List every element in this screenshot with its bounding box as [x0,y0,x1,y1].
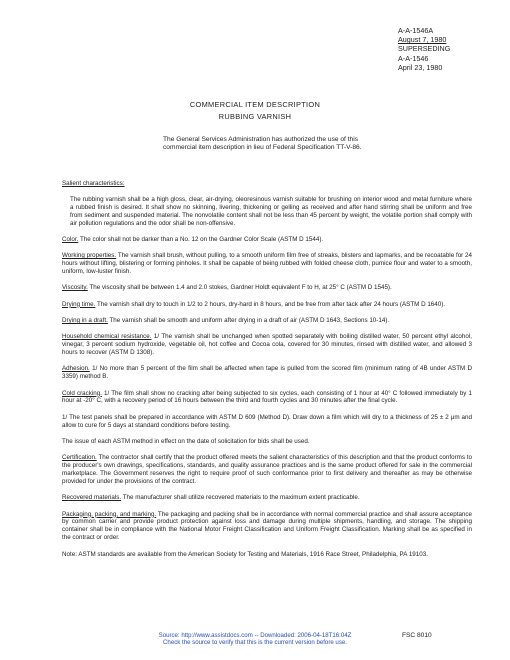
adhesion-label: Adhesion. [62,365,90,373]
color-text: The color shall not be darker than a No. 12 on the Gardner Color Scale (ASTM D 1544). [79,235,324,243]
recovered-label: Recovered materials. [62,494,122,502]
superseded-number: A-A-1546 [398,53,429,63]
viscosity-text: The viscosity shall be between 1.4 and 2.0 stokes, Gardner Holdt equivalent F to H, at 25° C (ASTM D 1545). [89,284,392,292]
packaging-section [62,511,472,543]
draft-section [62,317,472,325]
household-label: Household chemical resistance. [62,333,152,341]
cold-label: Cold cracking. [62,389,102,397]
color-section [62,236,472,244]
superseding-label: SUPERSEDING [398,44,451,54]
adhesion-text: 1/ No more than 5 percent of the film shall be affected when tape is pulled from the scored film (minimum rating of 4B under ASTM D 3359) method B. [62,365,472,381]
drying-label: Drying time. [62,300,96,308]
household-text: 1/ The varnish shall be unchanged when spotted separately with boiling distilled water, 50 percent ethyl alcohol, vinegar, 3 percent sodium hydroxide, vegetable oil, hot coffee and Cocoa cola, covered for 30 minutes, rinsed with distilled water, and allowed 3 hours to recover (ASTM D 1308). [62,333,472,357]
packaging-text: The packaging and packing shall be in accordance with normal commercial practice and shall assure acceptance by common carrier and provide product protection against loss and damage during multiple shipments, handling, and storage. The shipping container shall be in compliance with the National Motor Freight Classification and Uniform Freight Classification. Marking shall be as specified in the contract or order. [62,510,473,542]
viscosity-section [62,284,472,292]
certification-label: Certification. [62,454,97,462]
salient-heading: Salient characteristics: [62,180,125,187]
drying-section [62,301,472,309]
cold-text: 1/ The film shall show no cracking after being subjected to six cycles, each consisting of 1 hour at 40° C followed immediately by 1 hour at -20° C, with a recovery period of 16 hours between the third and fourth cycles and 30 minutes after the final cycle. [62,389,472,405]
draft-text: The varnish shall be smooth and uniform after drying in a draft of air (ASTM D 1643, Sections 10-14). [109,316,390,324]
check-line: Check the source to verify that this is the current version before use. [163,639,347,647]
adhesion-section [62,365,472,381]
cold-section [62,390,472,406]
certification-section [62,454,472,486]
document-header [398,26,450,72]
page-subtitle: RUBBING VARNISH [218,112,292,121]
document-number: A-A-1546A [398,26,434,35]
packaging-label: Packaging, packing, and marking. [62,510,157,518]
working-text: The varnish shall brush, without pulling, to a smooth uniform film free of streaks, blisters and lapmarks, and be recoatable for 24 hours without lifting, blistering or forming pinholes. It shall be capable of being rubbed with folded cheese cloth, pumice flour and water to a smooth, uniform, low-luster finish. [62,252,473,276]
color-label: Color. [62,235,79,243]
superseded-date: April 23, 1980 [398,62,443,72]
document-body [62,180,472,567]
salient-intro: The rubbing varnish shall be a high gloss, clear, air-drying, oleoresinous varnish suitable for brushing on interior wood and metal furniture where a rubbed finish is desired. It shall show no skinning, livering, thickening or gelling as received and after hand stirring shall be uniform and free from sediment and suspended material. The nonvolatile content shall not be less than 45 percent by weight, the volatile portion shall comply with air pollution regulations and the odor shall be non-offensive. [70,195,472,227]
document-date: August 7, 1980 [398,35,447,45]
drying-text: The varnish shall dry to touch in 1/2 to 2 hours, dry-hard in 8 hours, and be free from after tack after 24 hours (ASTM D 1640). [96,300,446,308]
household-section [62,333,472,357]
test-footnote: 1/ The test panels shall be prepared in accordance with ASTM D 609 (Method D). Draw down a film which will dry to a thickness of 25 ± 2 μm and allow to cure for 5 days at standard conditions before testing. [62,413,472,429]
astm-availability-note: Note: ASTM standards are available from the American Society for Testing and Materials, 1916 Race Street, Philadelphia, PA 19103. [62,550,428,558]
page-title: COMMERCIAL ITEM DESCRIPTION [189,100,321,109]
working-label: Working properties. [62,252,117,260]
recovered-section [62,494,472,502]
viscosity-label: Viscosity. [62,284,88,292]
draft-label: Drying in a draft. [62,316,108,324]
source-line: Source: http://www.assistdocs.com -- Downloaded: 2006-04-18T16:04Z [158,632,352,639]
astm-note: The issue of each ASTM method in effect on the date of solicitation for bids shall be used. [62,437,310,445]
download-footer [0,632,510,646]
recovered-text: The manufacturer shall utilize recovered materials to the maximum extent practicable. [122,494,360,502]
certification-text: The contractor shall certify that the product offered meets the salient characteristics of this description and that the product conforms to the producer's own drawings, specifications, standards, and quality assurance practices and is the same product offered for sale in the commercial marketplace. The Government reserves the right to require proof of such conformance prior to first delivery and thereafter as may be otherwise provided for under the provisions of the contract. [62,454,472,485]
working-section [62,252,472,276]
fsc-code: FSC 8010 [402,632,432,639]
authorization-statement: The General Services Administration has authorized the use of this commercial item description in lieu of Federal Specification TT-V-86. [163,136,362,152]
